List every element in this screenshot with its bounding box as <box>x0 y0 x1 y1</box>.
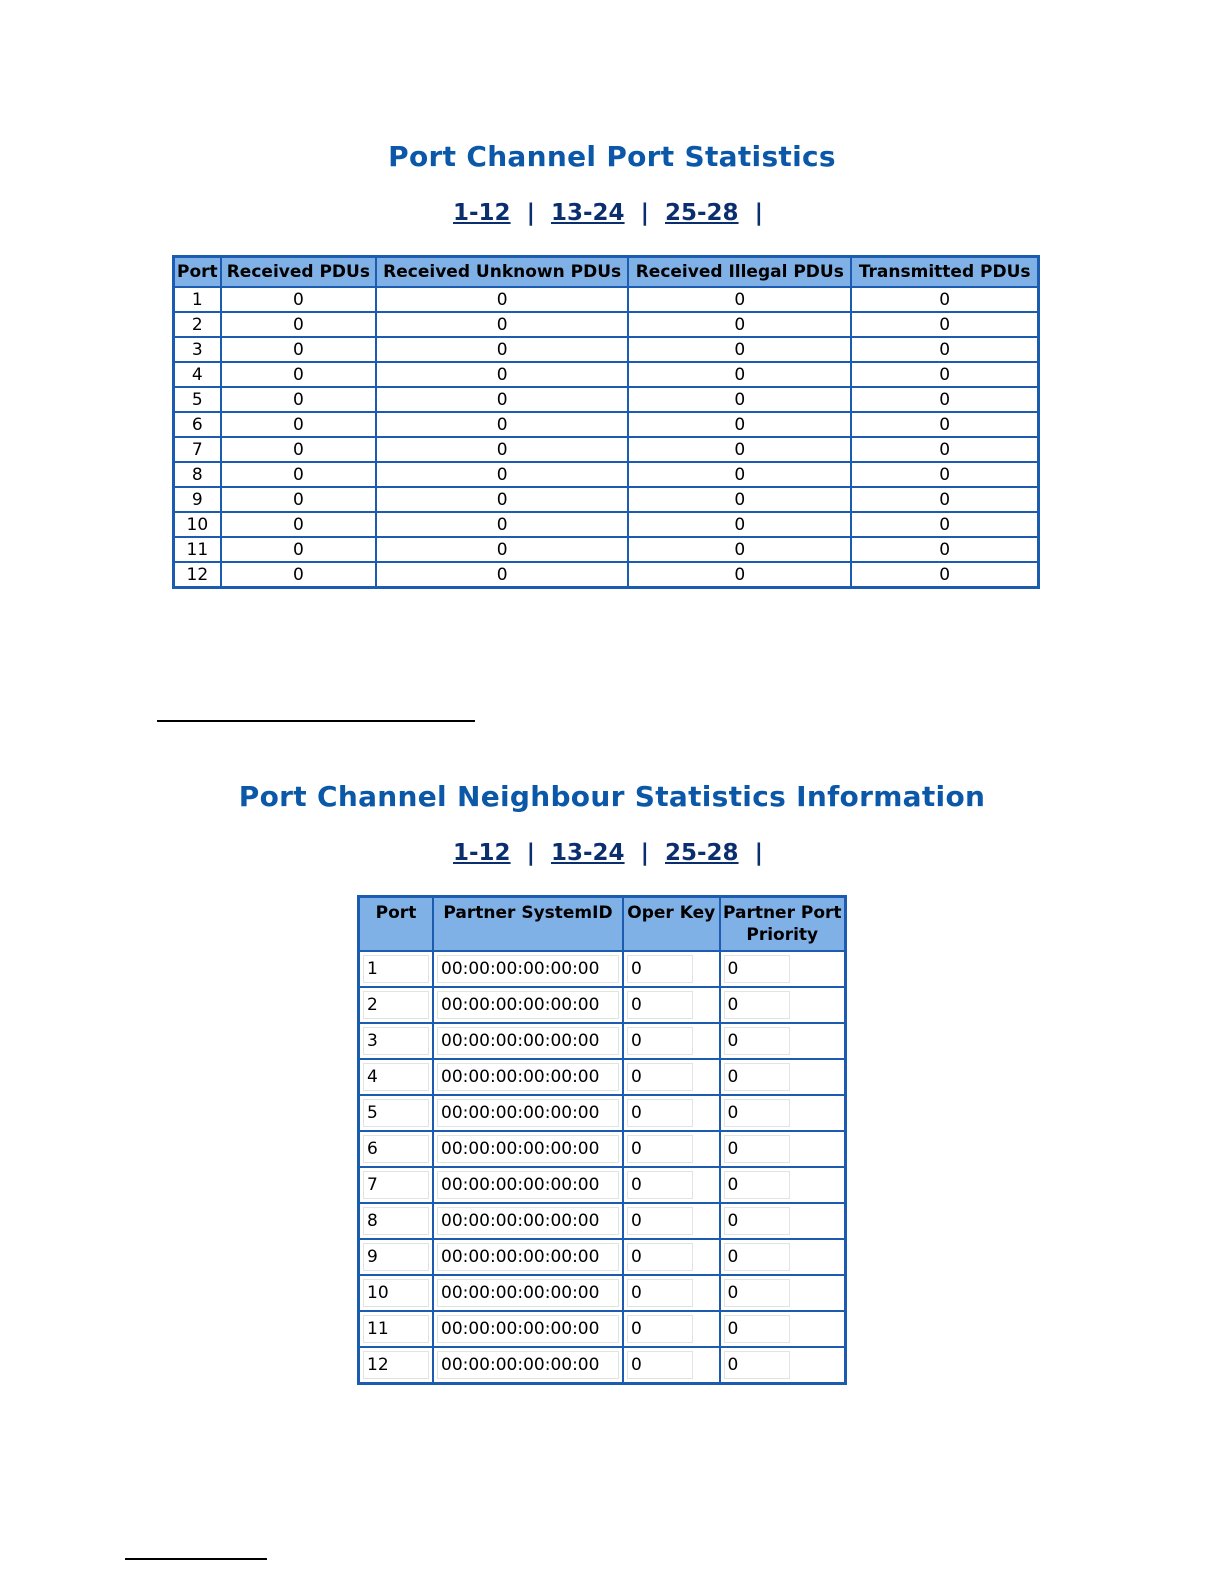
table-row <box>359 1203 846 1239</box>
cell-port <box>359 1059 434 1095</box>
partner-port-priority-field[interactable]: 0 <box>724 1063 790 1091</box>
cell-partner-port-priority <box>720 1239 846 1275</box>
oper-key-field[interactable]: 0 <box>627 1207 693 1235</box>
partner-systemid-field[interactable]: 00:00:00:00:00:00 <box>437 1315 619 1343</box>
cell-port: 6 <box>174 412 221 437</box>
cell-port: 4 <box>174 362 221 387</box>
cell-oper-key <box>623 1347 720 1384</box>
cell-port <box>359 987 434 1023</box>
partner-port-priority-field[interactable]: 0 <box>724 1315 790 1343</box>
cell-oper-key <box>623 1239 720 1275</box>
partner-systemid-field[interactable]: 00:00:00:00:00:00 <box>437 1207 619 1235</box>
table-row <box>359 1023 846 1059</box>
table-row <box>359 1131 846 1167</box>
cell-port <box>359 1347 434 1384</box>
port-field[interactable]: 4 <box>363 1063 429 1091</box>
oper-key-field[interactable]: 0 <box>627 1171 693 1199</box>
cell-port <box>359 1311 434 1347</box>
cell-partner-systemid <box>433 1311 623 1347</box>
partner-port-priority-field[interactable]: 0 <box>724 1243 790 1271</box>
port-field[interactable]: 9 <box>363 1243 429 1271</box>
cell-partner-systemid <box>433 1203 623 1239</box>
table-row <box>359 1347 846 1384</box>
stats-page-link-13-24[interactable]: 13-24 <box>551 200 625 226</box>
pager-separator: | <box>640 200 649 226</box>
col-header-received-pdus: Received PDUs <box>221 257 376 288</box>
cell-received-illegal-pdus: 0 <box>628 362 851 387</box>
table-row <box>174 287 1039 312</box>
stats-title: Port Channel Port Statistics <box>388 140 836 173</box>
cell-partner-port-priority <box>720 951 846 987</box>
table-row <box>359 1239 846 1275</box>
pager-separator: | <box>754 200 763 226</box>
cell-received-pdus: 0 <box>221 362 376 387</box>
col-header-port: Port <box>359 897 434 952</box>
port-field[interactable]: 2 <box>363 991 429 1019</box>
cell-received-unknown-pdus: 0 <box>376 537 628 562</box>
col-header-port: Port <box>174 257 221 288</box>
neighbour-page-link-13-24[interactable]: 13-24 <box>551 840 625 866</box>
pager-separator: | <box>640 840 649 866</box>
partner-systemid-field[interactable]: 00:00:00:00:00:00 <box>437 1171 619 1199</box>
oper-key-field[interactable]: 0 <box>627 1063 693 1091</box>
cell-partner-port-priority <box>720 1023 846 1059</box>
cell-received-illegal-pdus: 0 <box>628 412 851 437</box>
col-header-partner-port-priority: Partner Port Priority <box>720 897 846 952</box>
cell-port: 8 <box>174 462 221 487</box>
partner-port-priority-field[interactable]: 0 <box>724 1207 790 1235</box>
cell-received-illegal-pdus: 0 <box>628 337 851 362</box>
cell-transmitted-pdus: 0 <box>851 462 1038 487</box>
port-field[interactable]: 6 <box>363 1135 429 1163</box>
cell-received-pdus: 0 <box>221 462 376 487</box>
pager-separator: | <box>526 200 535 226</box>
cell-transmitted-pdus: 0 <box>851 362 1038 387</box>
oper-key-field[interactable]: 0 <box>627 1315 693 1343</box>
port-field[interactable]: 1 <box>363 955 429 983</box>
table-row <box>174 462 1039 487</box>
table-row <box>359 987 846 1023</box>
cell-received-illegal-pdus: 0 <box>628 562 851 588</box>
cell-received-pdus: 0 <box>221 512 376 537</box>
partner-systemid-field[interactable]: 00:00:00:00:00:00 <box>437 1243 619 1271</box>
cell-port: 9 <box>174 487 221 512</box>
table-row <box>359 1275 846 1311</box>
cell-partner-port-priority <box>720 1131 846 1167</box>
section-divider <box>157 720 475 722</box>
cell-oper-key <box>623 1311 720 1347</box>
pager-separator: | <box>526 840 535 866</box>
neighbour-page-link-25-28[interactable]: 25-28 <box>665 840 739 866</box>
cell-partner-systemid <box>433 987 623 1023</box>
table-row <box>174 362 1039 387</box>
cell-partner-systemid <box>433 1131 623 1167</box>
cell-received-unknown-pdus: 0 <box>376 437 628 462</box>
partner-systemid-field[interactable]: 00:00:00:00:00:00 <box>437 955 619 983</box>
cell-port: 3 <box>174 337 221 362</box>
cell-port <box>359 951 434 987</box>
partner-systemid-field[interactable]: 00:00:00:00:00:00 <box>437 1063 619 1091</box>
cell-oper-key <box>623 1275 720 1311</box>
neighbour-page-link-1-12[interactable]: 1-12 <box>453 840 511 866</box>
col-header-transmitted-pdus: Transmitted PDUs <box>851 257 1038 288</box>
cell-oper-key <box>623 987 720 1023</box>
partner-port-priority-field[interactable]: 0 <box>724 1351 790 1379</box>
table-row <box>174 537 1039 562</box>
cell-received-pdus: 0 <box>221 287 376 312</box>
stats-pager <box>0 200 1224 226</box>
cell-transmitted-pdus: 0 <box>851 387 1038 412</box>
cell-received-unknown-pdus: 0 <box>376 337 628 362</box>
port-field[interactable]: 11 <box>363 1315 429 1343</box>
cell-received-pdus: 0 <box>221 562 376 588</box>
cell-received-pdus: 0 <box>221 412 376 437</box>
cell-received-pdus: 0 <box>221 387 376 412</box>
cell-partner-systemid <box>433 1095 623 1131</box>
cell-received-pdus: 0 <box>221 537 376 562</box>
cell-oper-key <box>623 1167 720 1203</box>
table-header-row <box>359 897 846 952</box>
cell-transmitted-pdus: 0 <box>851 562 1038 588</box>
oper-key-field[interactable]: 0 <box>627 955 693 983</box>
cell-oper-key <box>623 1059 720 1095</box>
partner-port-priority-field[interactable]: 0 <box>724 955 790 983</box>
partner-systemid-field[interactable]: 00:00:00:00:00:00 <box>437 1351 619 1379</box>
cell-transmitted-pdus: 0 <box>851 287 1038 312</box>
cell-transmitted-pdus: 0 <box>851 537 1038 562</box>
cell-partner-systemid <box>433 1059 623 1095</box>
cell-partner-systemid <box>433 1347 623 1384</box>
cell-received-unknown-pdus: 0 <box>376 412 628 437</box>
cell-partner-systemid <box>433 1275 623 1311</box>
table-row <box>174 487 1039 512</box>
table-row <box>359 1311 846 1347</box>
port-field[interactable]: 5 <box>363 1099 429 1127</box>
cell-received-unknown-pdus: 0 <box>376 387 628 412</box>
cell-port: 2 <box>174 312 221 337</box>
partner-systemid-field[interactable]: 00:00:00:00:00:00 <box>437 1279 619 1307</box>
cell-received-illegal-pdus: 0 <box>628 312 851 337</box>
oper-key-field[interactable]: 0 <box>627 1351 693 1379</box>
partner-systemid-field[interactable]: 00:00:00:00:00:00 <box>437 991 619 1019</box>
footnote-divider <box>125 1558 267 1560</box>
port-field[interactable]: 7 <box>363 1171 429 1199</box>
cell-port <box>359 1023 434 1059</box>
cell-port: 1 <box>174 287 221 312</box>
cell-received-unknown-pdus: 0 <box>376 487 628 512</box>
table-row <box>174 512 1039 537</box>
cell-partner-port-priority <box>720 1203 846 1239</box>
cell-port <box>359 1131 434 1167</box>
table-row <box>174 387 1039 412</box>
partner-port-priority-field[interactable]: 0 <box>724 1135 790 1163</box>
cell-oper-key <box>623 1023 720 1059</box>
oper-key-field[interactable]: 0 <box>627 1243 693 1271</box>
cell-partner-systemid <box>433 1167 623 1203</box>
table-row <box>359 1095 846 1131</box>
port-field[interactable]: 10 <box>363 1279 429 1307</box>
cell-received-pdus: 0 <box>221 312 376 337</box>
partner-systemid-field[interactable]: 00:00:00:00:00:00 <box>437 1099 619 1127</box>
cell-transmitted-pdus: 0 <box>851 412 1038 437</box>
cell-received-illegal-pdus: 0 <box>628 387 851 412</box>
oper-key-field[interactable]: 0 <box>627 1135 693 1163</box>
port-field[interactable]: 12 <box>363 1351 429 1379</box>
neighbour-statistics-table <box>357 895 847 1385</box>
table-row <box>359 951 846 987</box>
partner-port-priority-field[interactable]: 0 <box>724 991 790 1019</box>
cell-port <box>359 1203 434 1239</box>
cell-partner-port-priority <box>720 1347 846 1384</box>
partner-systemid-field[interactable]: 00:00:00:00:00:00 <box>437 1027 619 1055</box>
col-header-partner-systemid: Partner SystemID <box>433 897 623 952</box>
cell-received-pdus: 0 <box>221 337 376 362</box>
partner-port-priority-field[interactable]: 0 <box>724 1171 790 1199</box>
cell-transmitted-pdus: 0 <box>851 312 1038 337</box>
cell-received-illegal-pdus: 0 <box>628 512 851 537</box>
neighbour-pager <box>0 840 1224 866</box>
cell-received-pdus: 0 <box>221 437 376 462</box>
oper-key-field[interactable]: 0 <box>627 1099 693 1127</box>
port-statistics-table <box>172 255 1040 589</box>
cell-port: 10 <box>174 512 221 537</box>
cell-received-illegal-pdus: 0 <box>628 537 851 562</box>
port-field[interactable]: 8 <box>363 1207 429 1235</box>
oper-key-field[interactable]: 0 <box>627 1027 693 1055</box>
table-row <box>174 337 1039 362</box>
cell-port <box>359 1239 434 1275</box>
cell-partner-port-priority <box>720 1275 846 1311</box>
cell-partner-systemid <box>433 951 623 987</box>
partner-port-priority-field[interactable]: 0 <box>724 1027 790 1055</box>
cell-oper-key <box>623 1095 720 1131</box>
col-header-received-unknown-pdus: Received Unknown PDUs <box>376 257 628 288</box>
oper-key-field[interactable]: 0 <box>627 991 693 1019</box>
cell-port <box>359 1167 434 1203</box>
cell-oper-key <box>623 1131 720 1167</box>
cell-port: 7 <box>174 437 221 462</box>
cell-received-unknown-pdus: 0 <box>376 512 628 537</box>
stats-page-link-1-12[interactable]: 1-12 <box>453 200 511 226</box>
cell-port <box>359 1275 434 1311</box>
cell-port <box>359 1095 434 1131</box>
partner-port-priority-field[interactable]: 0 <box>724 1099 790 1127</box>
cell-partner-port-priority <box>720 1059 846 1095</box>
stats-page-link-25-28[interactable]: 25-28 <box>665 200 739 226</box>
cell-received-unknown-pdus: 0 <box>376 312 628 337</box>
cell-partner-port-priority <box>720 987 846 1023</box>
cell-received-pdus: 0 <box>221 487 376 512</box>
pager-separator: | <box>754 840 763 866</box>
cell-partner-systemid <box>433 1023 623 1059</box>
cell-received-illegal-pdus: 0 <box>628 487 851 512</box>
cell-port: 11 <box>174 537 221 562</box>
cell-port: 5 <box>174 387 221 412</box>
cell-received-unknown-pdus: 0 <box>376 362 628 387</box>
table-row <box>359 1167 846 1203</box>
table-row <box>359 1059 846 1095</box>
port-field[interactable]: 3 <box>363 1027 429 1055</box>
table-row <box>174 312 1039 337</box>
partner-systemid-field[interactable]: 00:00:00:00:00:00 <box>437 1135 619 1163</box>
oper-key-field[interactable]: 0 <box>627 1279 693 1307</box>
cell-received-illegal-pdus: 0 <box>628 462 851 487</box>
cell-received-illegal-pdus: 0 <box>628 287 851 312</box>
col-header-received-illegal-pdus: Received Illegal PDUs <box>628 257 851 288</box>
cell-partner-port-priority <box>720 1167 846 1203</box>
cell-oper-key <box>623 951 720 987</box>
table-row <box>174 437 1039 462</box>
col-header-oper-key: Oper Key <box>623 897 720 952</box>
cell-transmitted-pdus: 0 <box>851 487 1038 512</box>
table-row <box>174 562 1039 588</box>
cell-partner-systemid <box>433 1239 623 1275</box>
table-header-row <box>174 257 1039 288</box>
cell-partner-port-priority <box>720 1311 846 1347</box>
cell-oper-key <box>623 1203 720 1239</box>
cell-partner-port-priority <box>720 1095 846 1131</box>
cell-received-unknown-pdus: 0 <box>376 287 628 312</box>
neighbour-title: Port Channel Neighbour Statistics Information <box>238 780 986 813</box>
partner-port-priority-field[interactable]: 0 <box>724 1279 790 1307</box>
cell-received-unknown-pdus: 0 <box>376 462 628 487</box>
cell-port: 12 <box>174 562 221 588</box>
table-row <box>174 412 1039 437</box>
cell-received-unknown-pdus: 0 <box>376 562 628 588</box>
cell-transmitted-pdus: 0 <box>851 437 1038 462</box>
cell-transmitted-pdus: 0 <box>851 512 1038 537</box>
cell-received-illegal-pdus: 0 <box>628 437 851 462</box>
cell-transmitted-pdus: 0 <box>851 337 1038 362</box>
